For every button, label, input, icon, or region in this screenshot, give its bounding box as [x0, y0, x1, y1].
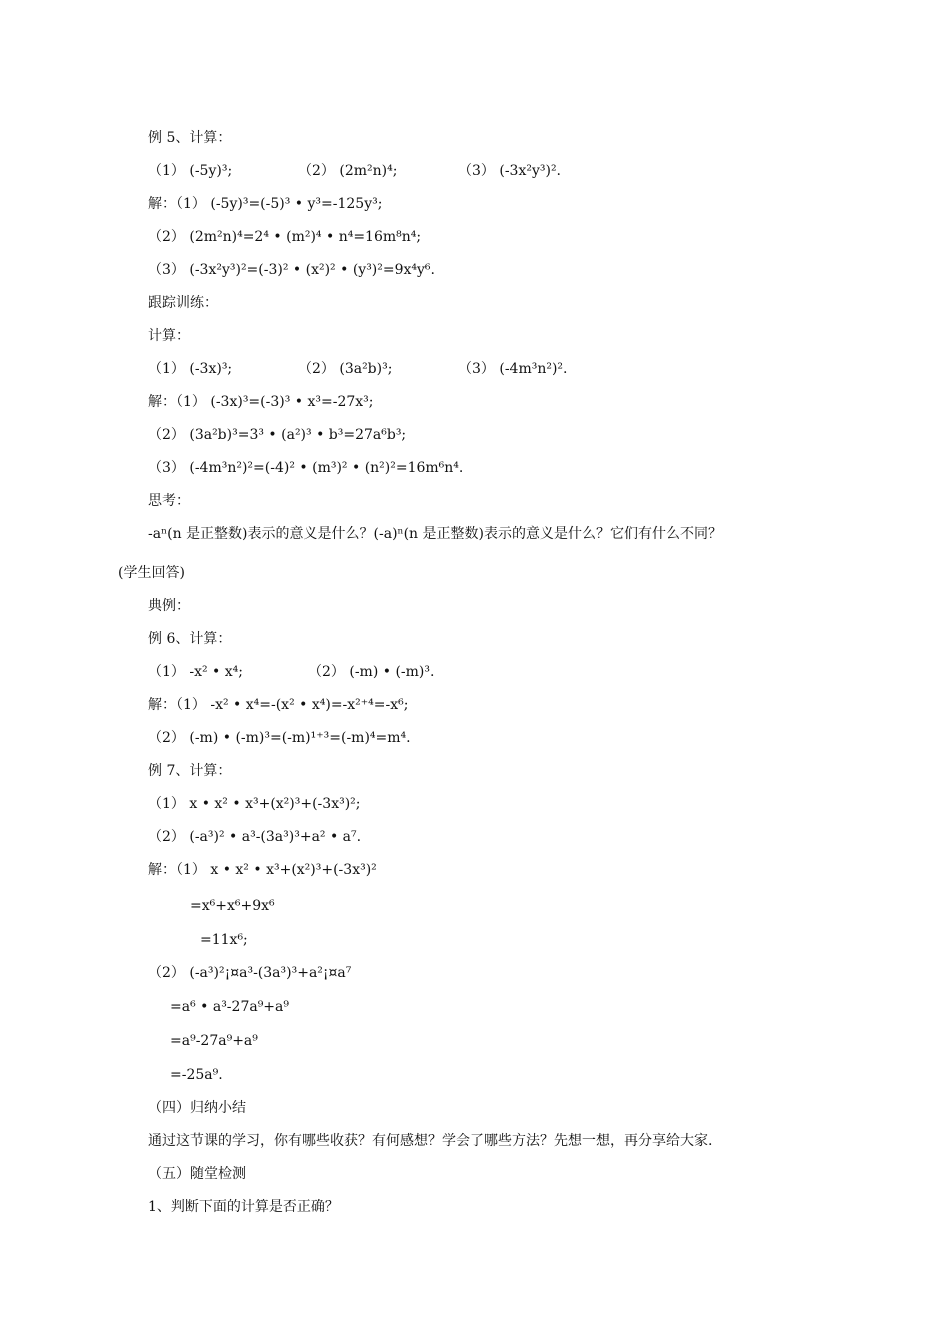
quiz-item-1: 1、判断下面的计算是否正确？ — [148, 1199, 339, 1215]
student-answer-note: (学生回答) — [118, 565, 185, 581]
problem-2: （2） (-m) • (-m)³. — [308, 664, 435, 680]
practice-heading: 跟踪训练： — [148, 295, 218, 311]
solution-step: =a⁶ • a³-27a⁹+a⁹ — [170, 999, 289, 1015]
think-heading: 思考： — [148, 493, 190, 509]
solution-line: （2） (-a³)²¡¤a³-(3a³)³+a²¡¤a⁷ — [148, 965, 352, 981]
problem-1: （1） x • x² • x³+(x²)³+(-3x³)²; — [148, 796, 361, 812]
example-5-heading: 例 5、计算： — [148, 130, 232, 146]
problem-3: （3） (-3x²y³)². — [458, 163, 562, 179]
solution-line: （2） (2m²n)⁴=2⁴ • (m²)⁴ • n⁴=16m⁸n⁴; — [148, 229, 422, 245]
solution-line: 解：（1） x • x² • x³+(x²)³+(-3x³)² — [148, 862, 377, 878]
solution-line: （2） (3a²b)³=3³ • (a²)³ • b³=27a⁶b³; — [148, 427, 407, 443]
problem-1: （1） (-5y)³; — [148, 163, 233, 179]
problem-2: （2） (3a²b)³; — [298, 361, 393, 377]
summary-text: 通过这节课的学习，你有哪些收获？有何感想？学会了哪些方法？先想一想，再分享给大家. — [148, 1133, 713, 1149]
practice-subheading: 计算： — [148, 328, 190, 344]
problem-2: （2） (-a³)² • a³-(3a³)³+a² • a⁷. — [148, 829, 362, 845]
solution-line: （3） (-3x²y³)²=(-3)² • (x²)² • (y³)²=9x⁴y⁶. — [148, 262, 435, 278]
solution-step: =x⁶+x⁶+9x⁶ — [190, 898, 275, 914]
example-7-heading: 例 7、计算： — [148, 763, 232, 779]
solution-line: 解：（1） (-5y)³=(-5)³ • y³=-125y³; — [148, 196, 383, 212]
quiz-heading: （五）随堂检测 — [148, 1166, 246, 1182]
solution-step: =-25a⁹. — [170, 1067, 223, 1083]
problem-2: （2） (2m²n)⁴; — [298, 163, 398, 179]
problem-3: （3） (-4m³n²)². — [458, 361, 568, 377]
example-heading: 典例： — [148, 598, 190, 614]
solution-step: =a⁹-27a⁹+a⁹ — [170, 1033, 258, 1049]
solution-line: （2） (-m) • (-m)³=(-m)¹⁺³=(-m)⁴=m⁴. — [148, 730, 411, 746]
summary-heading: （四）归纳小结 — [148, 1100, 246, 1116]
solution-line: 解：（1） -x² • x⁴=-(x² • x⁴)=-x²⁺⁴=-x⁶; — [148, 697, 409, 713]
solution-step: =11x⁶; — [200, 932, 248, 948]
example-6-heading: 例 6、计算： — [148, 631, 232, 647]
solution-line: （3） (-4m³n²)²=(-4)² • (m³)² • (n²)²=16m⁶n⁴. — [148, 460, 464, 476]
problem-1: （1） (-3x)³; — [148, 361, 233, 377]
think-question: -aⁿ(n 是正整数)表示的意义是什么？(-a)ⁿ(n 是正整数)表示的意义是什么？它们有什么不同？ — [148, 526, 722, 542]
solution-line: 解：（1） (-3x)³=(-3)³ • x³=-27x³; — [148, 394, 374, 410]
problem-1: （1） -x² • x⁴; — [148, 664, 243, 680]
